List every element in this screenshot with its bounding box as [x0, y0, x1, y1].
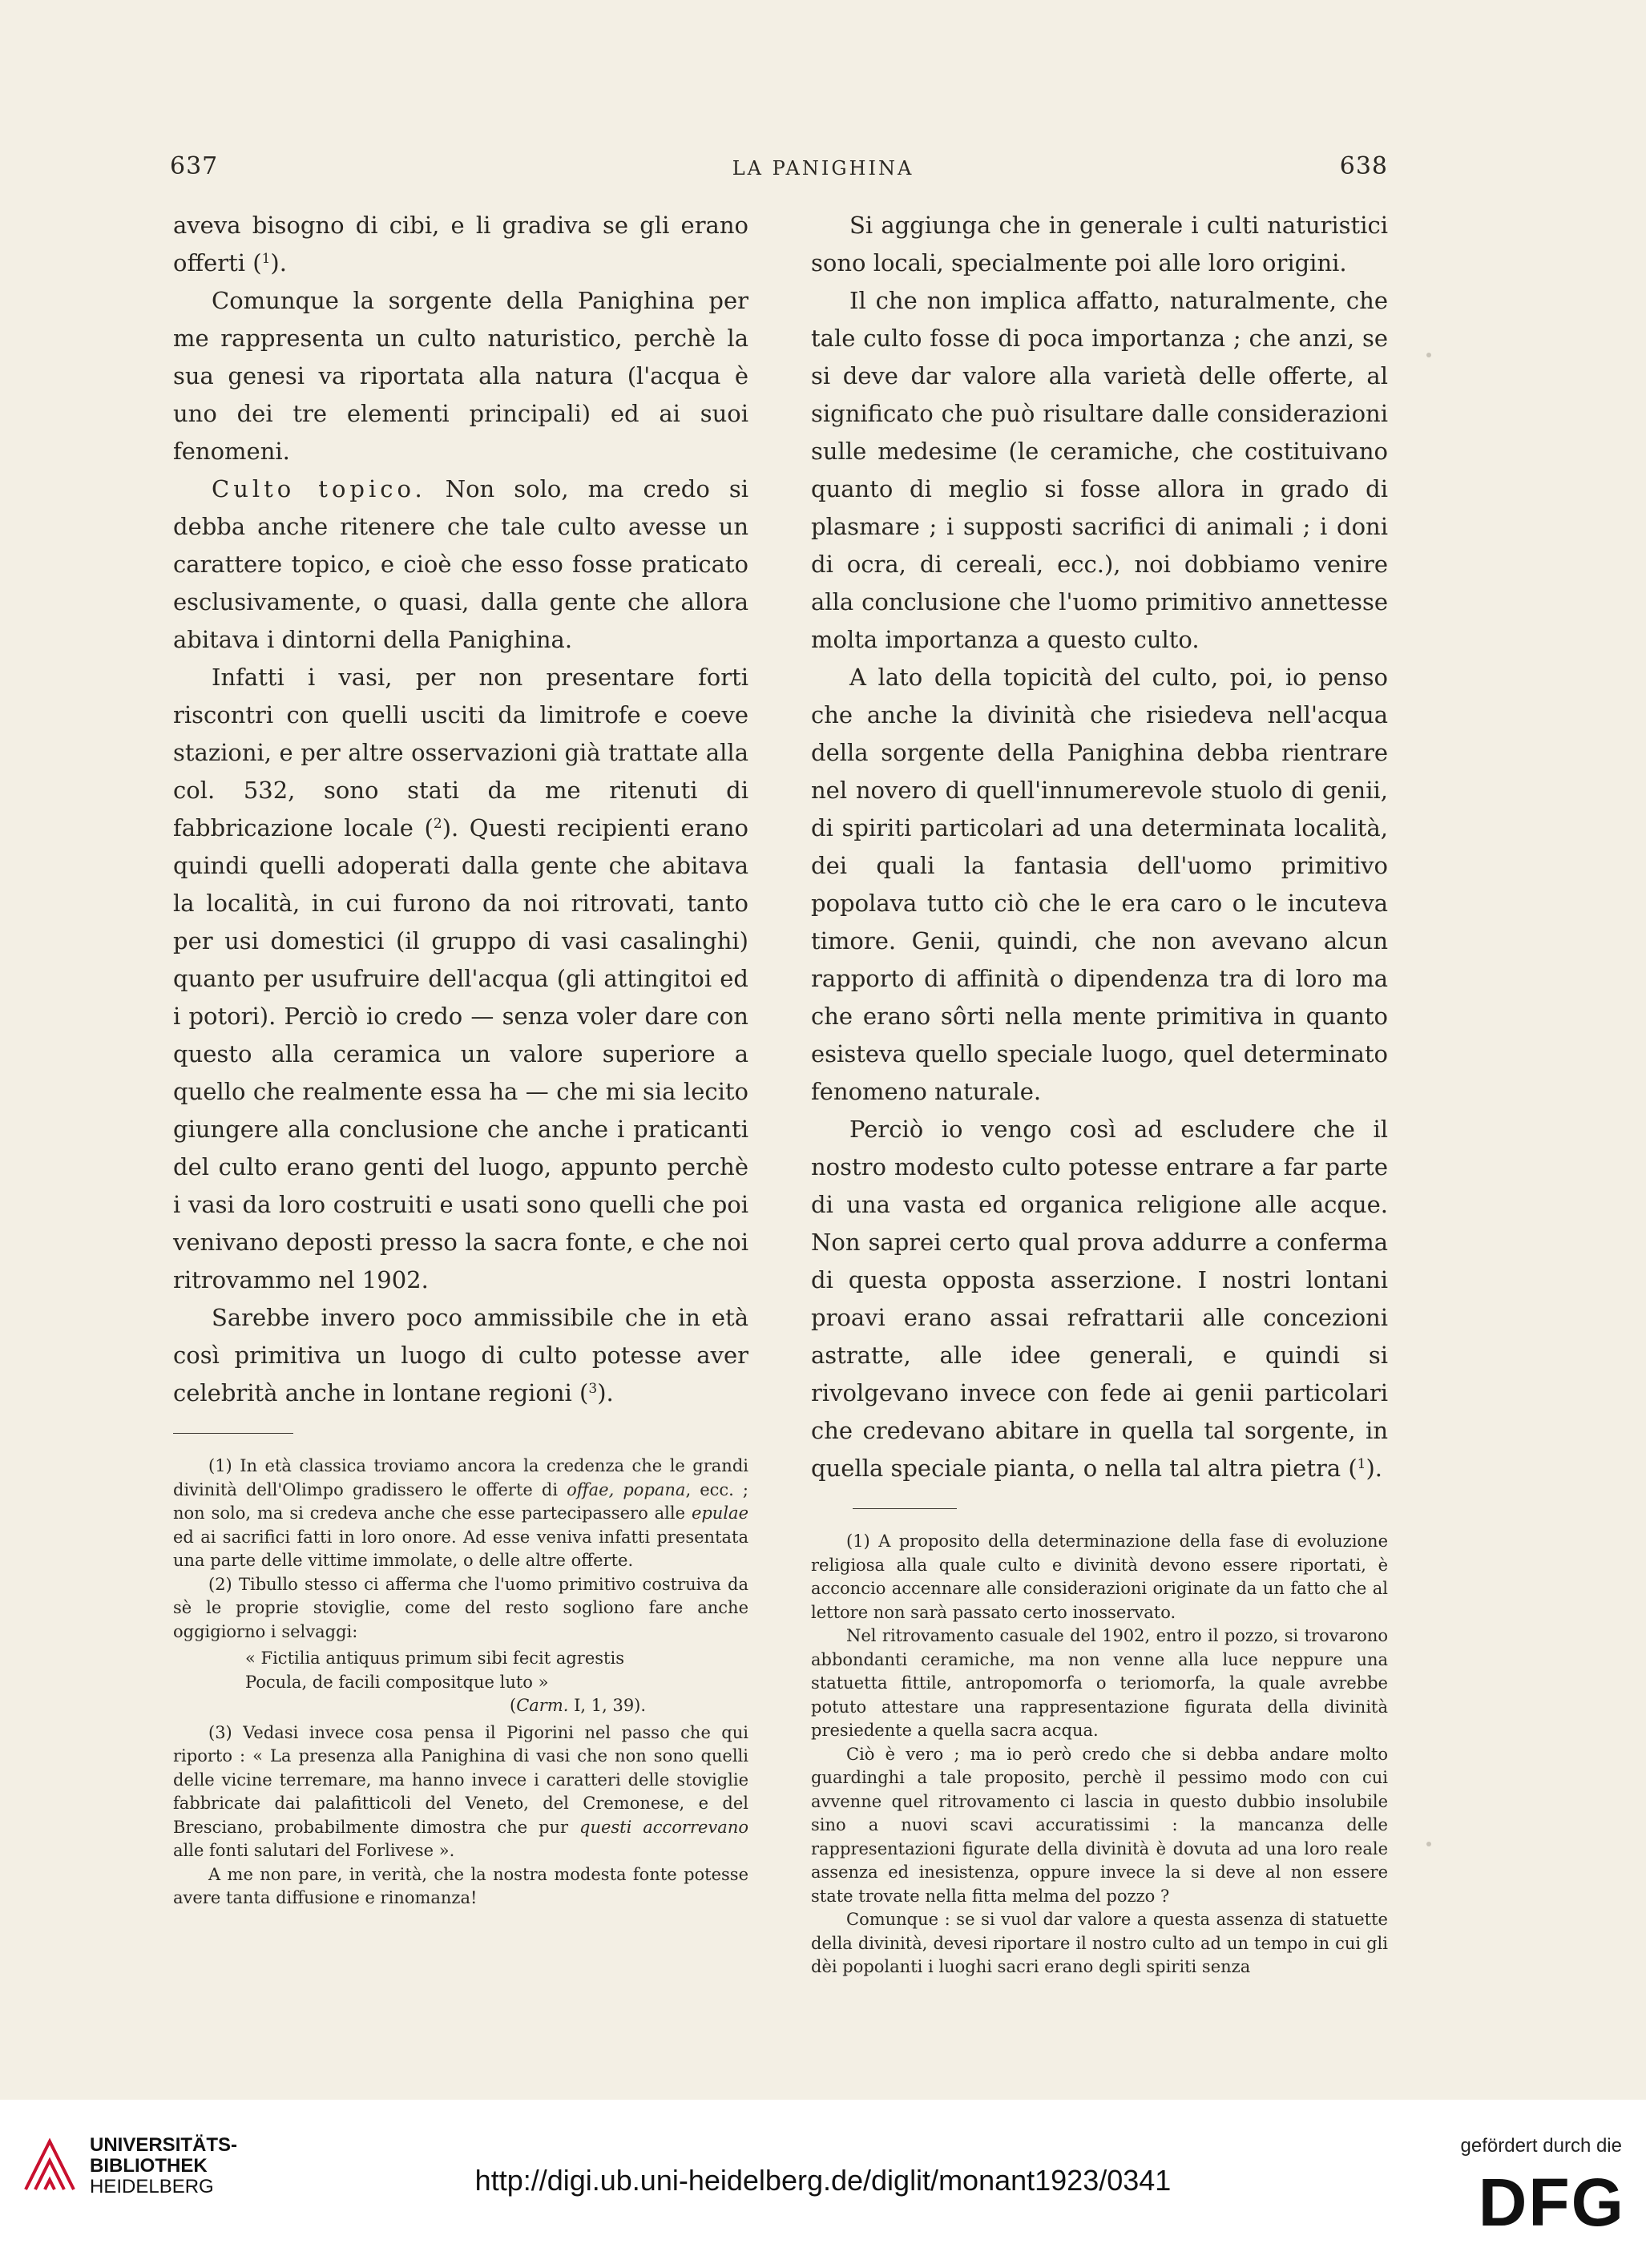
paragraph: Comunque la sorgente della Panighina per me rappresenta un culto naturistico, perchè la sua genesi va riportata alla natura (l'acqua è uno dei tre elementi principali) ed ai suoi fenomeni. [173, 287, 748, 465]
footnote-divider [173, 1433, 293, 1434]
right-column [811, 207, 1388, 1979]
running-title: LA PANIGHINA [732, 157, 914, 180]
text-run: Perciò io vengo così ad escludere che il nostro modesto culto potesse entrare a far parte di una vasta ed organica religione alle acque. Non saprei certo qual prova addurre a conferma di questa opposta asserzione. I nostri lontani proavi erano assai refrattarii alle concezioni astratte, alle idee generali, e quindi si rivolgevano invece con fede ai genii particolari che credevano abitare in quella tal sorgente, in quella speciale pianta, o nella tal altra pietra ( [811, 1116, 1388, 1482]
verse-source: (Carm. I, 1, 39). [510, 1696, 647, 1715]
text-run: , ecc. ; non solo, ma si credeva anche che esse partecipassero alle [173, 1479, 748, 1523]
section-heading: Culto topico. [212, 475, 426, 502]
right-footnotes [811, 1530, 1388, 1979]
verse-line: Pocula, de facili compositque luto » [245, 1672, 549, 1692]
text-run: Non solo, ma credo si debba anche ritenere che tale culto avesse un carattere topico, e cioè che esso fosse praticato esclusivamente, o quasi, dalla gente che allora abitava i dintorni della Panighina. [173, 475, 748, 653]
footnote-ref[interactable]: 1 [261, 251, 271, 267]
text-run: ed ai sacrifici fatti in loro onore. Ad esse veniva infatti presentata una parte delle vittime immolate, o delle altre offerte. [173, 1527, 748, 1570]
paragraph [173, 470, 748, 659]
left-column [173, 207, 748, 1911]
footnote: (1) A proposito della determinazione della fase di evoluzione religiosa alla quale culto e divinità devono essere riportati, è acconcio accennare alle considerazioni originate da un fatto che al lettore non sarà passato certo inosservato. [811, 1532, 1388, 1622]
text-run: ). [597, 1379, 614, 1406]
italic-text: offae, popana [567, 1479, 686, 1499]
text-run: (1) In età classica troviamo ancora la credenza che le grandi divinità dell'Olimpo gradissero le offerte di [173, 1456, 748, 1499]
text-run: Infatti i vasi, per non presentare forti riscontri con quelli usciti da limitrofe e coeve stazioni, e per altre osservazioni già trattate alla col. 532, sono stati da me ritenuti di fabbricazione locale ( [173, 664, 748, 841]
paragraph: Si aggiunga che in generale i culti naturistici sono locali, specialmente poi alle loro origini. [811, 212, 1388, 276]
left-body [173, 207, 748, 1412]
text-run: I, 1, 39). [568, 1696, 647, 1715]
footnote [173, 1455, 748, 1573]
dfg-logo: DFG [1478, 2165, 1625, 2240]
text-run: alle fonti salutari del Forlivese ». [173, 1841, 455, 1860]
text-run: ). [1366, 1455, 1383, 1482]
permalink[interactable]: http://digi.ub.uni-heidelberg.de/diglit/monant1923/0341 [474, 2164, 1172, 2197]
italic-text: epulae [691, 1503, 748, 1523]
paragraph [173, 659, 748, 1299]
text-run: Sarebbe invero poco ammissibile che in età così primitiva un luogo di culto potesse aver celebrità anche in lontane regioni ( [173, 1304, 748, 1406]
italic-text: Carm. [516, 1696, 569, 1715]
paragraph: A lato della topicità del culto, poi, io penso che anche la divinità che risiedeva nell'acqua della sorgente della Panighina debba rientrare nel novero di quell'innumerevole stuolo di genii, di spiriti particolari ad una determinata località, dei quali la fantasia dell'uomo primitivo popolava tutto ciò che le era caro o le incuteva timore. Genii, quindi, che non avevano alcun rapporto di affinità o dipendenza tra di loro ma che erano sôrti nella mente primitiva in quanto esisteva quello speciale luogo, quel determinato fenomeno naturale. [811, 664, 1388, 1105]
funder-caption: gefördert durch die [1460, 2135, 1622, 2157]
scan-speck [1426, 353, 1431, 357]
left-footnotes [173, 1455, 748, 1911]
footnote-ref[interactable]: 1 [1357, 1456, 1366, 1472]
library-name-line: BIBLIOTHEK [90, 2155, 208, 2177]
footnote-ref[interactable]: 3 [588, 1381, 598, 1397]
text-run: aveva bisogno di cibi, e li gradiva se gli erano offerti ( [173, 212, 748, 276]
footnote: Nel ritrovamento casuale del 1902, entro il pozzo, si trovarono abbondanti ceramiche, ma non venne alla luce neppure una statuetta fittile, antropomorfa o teriomorfa, la quale avrebbe potuto attestare una rappresentazione figurata della divinità presiedente a quella sacra acqua. [811, 1626, 1388, 1740]
verse-quote [245, 1647, 748, 1718]
page-number-left: 637 [170, 152, 219, 180]
paragraph [173, 207, 748, 282]
text-run: ). [270, 249, 287, 276]
digitization-footer [0, 2100, 1646, 2268]
footnote-divider [853, 1508, 957, 1509]
right-body [811, 207, 1388, 1487]
footnote-ref[interactable]: 2 [433, 816, 442, 832]
library-name-line: HEIDELBERG [90, 2176, 214, 2197]
footnote: A me non pare, in verità, che la nostra modesta fonte potesse avere tanta diffusione e rinomanza! [173, 1864, 748, 1907]
page-number-right: 638 [1339, 152, 1388, 180]
verse-line: « Fictilia antiquus primum sibi fecit agrestis [245, 1649, 624, 1668]
footnote: Ciò è vero ; ma io però credo che si debba andare molto guardinghi a tale proposito, perchè il pessimo modo con cui avvenne quel ritrovamento ci lascia in questo dubbio insolubile sino a nuovi scavi accuratissimi : la mancanza delle rappresentazioni figurate della divinità è dovuta ad una loro reale assenza ed inesistenza, oppure invece la si deve al non essere state trovate nella fitta melma del pozzo ? [811, 1744, 1388, 1906]
footnote: Comunque : se si vuol dar valore a questa assenza di statuette della divinità, devesi riportare il nostro culto ad un tempo in cui gli dèi popolanti i luoghi sacri erano degli spiriti senza [811, 1910, 1388, 1976]
text-run: ). Questi recipienti erano quindi quelli adoperati dalla gente che abitava la località, in cui furono da noi ritrovati, tanto per usi domestici (il gruppo di vasi casalinghi) quanto per usufruire dell'acqua (gli attingitoi ed i potori). Perciò io credo — senza voler dare con questo alla ceramica un valore superiore a quello che realmente essa ha — che mi sia lecito giungere alla conclusione che anche i praticanti del culto erano genti del luogo, appunto perchè i vasi da loro costruiti e usati sono quelli che poi venivano deposti presso la sacra fonte, e che noi ritrovammo nel 1902. [173, 814, 748, 1293]
paragraph: Il che non implica affatto, naturalmente, che tale culto fosse di poca importanza ; che anzi, se si deve dar valore alla varietà delle offerte, al significato che può risultare dalle considerazioni sulle medesime (le ceramiche, che costituivano quanto di meglio si fosse allora in grado di plasmare ; i supposti sacrifici di animali ; i doni di ocra, di cereali, ecc.), noi dobbiamo venire alla conclusione che l'uomo primitivo annettesse molta importanza a questo culto. [811, 287, 1388, 653]
scan-speck [1426, 1842, 1431, 1846]
library-name-line: UNIVERSITÄTS- [90, 2134, 238, 2156]
text-run: (3) Vedasi invece cosa pensa il Pigorini nel passo che qui riporto : « La presenza alla Panighina di vasi che non sono quelli delle vicine terremare, ma hanno invece i caratteri delle stoviglie fabbricate dai palafitticoli del Veneto, del Cremonese, e del Bresciano, probabilmente dimostra che pur [173, 1722, 748, 1837]
paragraph [811, 1111, 1388, 1487]
footnote [173, 1721, 748, 1863]
footnote: (2) Tibullo stesso ci afferma che l'uomo primitivo costruiva da sè le proprie stoviglie, come del resto sogliono fare anche oggigiorno i selvaggi: [173, 1574, 748, 1641]
italic-text: questi accorrevano [579, 1817, 748, 1837]
paragraph [173, 1299, 748, 1412]
